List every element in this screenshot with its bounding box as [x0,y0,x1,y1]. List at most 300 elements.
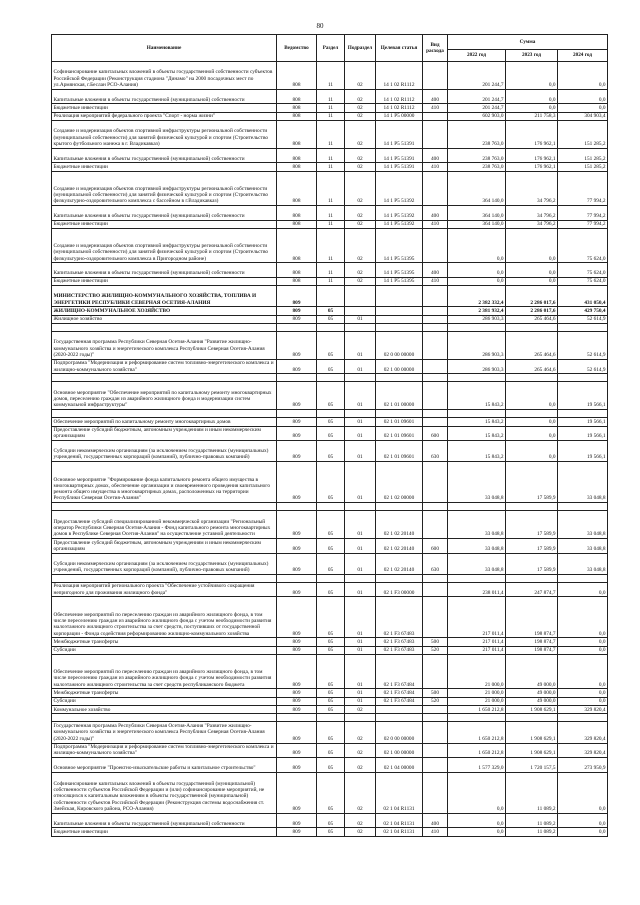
cell-2022: 238 763,0 [448,120,506,148]
cell-2022: 0,0 [448,813,506,828]
cell-2022: 0,0 [448,772,506,813]
table-row-spacer [52,324,608,332]
cell-razdel: 05 [317,582,345,597]
budget-table [51,34,608,837]
cell-2022 [448,374,506,382]
table-row [52,706,608,714]
cell-vedomstvo: 809 [277,418,317,426]
cell-vid-rashoda [423,62,448,90]
cell-2023: 11 089,2 [506,813,558,828]
cell-2023 [506,374,558,382]
cell-2024 [558,574,608,582]
cell-vedomstvo: 809 [277,332,317,360]
cell-vedomstvo: 809 [277,597,317,638]
header-razdel: Раздел [317,35,345,62]
cell-2024: 0,0 [558,828,608,836]
cell-2023: 49 000,0 [506,689,558,697]
cell-vedomstvo: 808 [277,228,317,262]
cell-razdel: 05 [317,743,345,758]
cell-2022: 364 140,0 [448,220,506,228]
cell-2023: 17 589,9 [506,539,558,554]
cell-2024: 329 820,4 [558,743,608,758]
cell-razdel: 05 [317,307,345,315]
cell-razdel: 05 [317,462,345,503]
cell-2024: 0,0 [558,638,608,646]
cell-razdel: 05 [317,722,345,743]
cell-2022: 21 000,0 [448,689,506,697]
cell-celevaya-statya: 02 1 02 00000 [376,462,423,503]
cell-celevaya-statya: 02 1 02 20140 [376,539,423,554]
cell-2024 [558,410,608,418]
cell-podrazdel: 02 [345,263,376,278]
cell-2022: 286 903,3 [448,315,506,323]
header-2023: 2023 год [506,50,558,62]
cell-2024 [558,324,608,332]
cell-vid-rashoda [423,503,448,511]
cell-vedomstvo [277,374,317,382]
table-row [52,582,608,597]
cell-2022: 2 381 932,4 [448,307,506,315]
cell-2022: 201 244,7 [448,104,506,112]
cell-celevaya-statya: 02 1 F3 67484 [376,697,423,705]
cell-2024: 0,0 [558,104,608,112]
cell-2022: 0,0 [448,828,506,836]
cell-razdel: 11 [317,277,345,285]
cell-vid-rashoda: 400 [423,89,448,104]
table-row [52,112,608,120]
cell-2023 [506,503,558,511]
cell-vid-rashoda [423,743,448,758]
cell-2024: 33 048,8 [558,462,608,503]
cell-name: Капитальные вложения в объекты государственной (муниципальной) собственности [52,263,277,278]
cell-2024: 0,0 [558,646,608,654]
cell-2022: 33 048,8 [448,539,506,554]
table-row [52,120,608,148]
cell-2023: 34 796,2 [506,171,558,205]
cell-2022: 1 650 212,8 [448,743,506,758]
cell-2023 [506,324,558,332]
cell-celevaya-statya: 02 1 02 20140 [376,553,423,574]
cell-name: Создание и модернизация объектов спортивной инфраструктуры региональной собственности (муниципальной собственности) для занятий физической культурой и спортом (Строительство крытого футбольного манежа в г. Владикавказ) [52,120,277,148]
cell-name: Межбюджетные трансферты [52,689,277,697]
cell-podrazdel: 02 [345,706,376,714]
cell-2023 [506,410,558,418]
cell-name [52,574,277,582]
cell-vid-rashoda [423,332,448,360]
cell-2023: 34 796,2 [506,206,558,221]
cell-name: Подпрограмма "Модернизация и реформирование систем топливно-энергетического комплекса и жилищно-коммунального хозяйства" [52,743,277,758]
cell-vid-rashoda: 410 [423,277,448,285]
table-row [52,89,608,104]
table-row [52,743,608,758]
cell-vedomstvo: 808 [277,206,317,221]
cell-razdel: 11 [317,62,345,90]
cell-2023: 176 962,1 [506,148,558,163]
cell-2022 [448,324,506,332]
cell-2023: 176 962,1 [506,163,558,171]
cell-podrazdel: 02 [345,112,376,120]
cell-razdel [317,503,345,511]
cell-celevaya-statya [376,574,423,582]
cell-2022: 1 650 212,8 [448,706,506,714]
table-row-spacer [52,574,608,582]
cell-celevaya-statya: 02 1 04 R1131 [376,813,423,828]
cell-celevaya-statya: 02 0 00 00000 [376,722,423,743]
cell-2024: 0,0 [558,582,608,597]
cell-2024: 431 050,4 [558,286,608,307]
cell-vedomstvo: 809 [277,689,317,697]
cell-vedomstvo: 808 [277,148,317,163]
cell-vid-rashoda [423,574,448,582]
cell-vedomstvo [277,574,317,582]
cell-2022: 33 048,8 [448,553,506,574]
cell-vedomstvo: 809 [277,743,317,758]
cell-celevaya-statya: 02 1 F3 67483 [376,597,423,638]
cell-vedomstvo: 808 [277,62,317,90]
table-row [52,553,608,574]
cell-vedomstvo: 809 [277,553,317,574]
cell-razdel: 05 [317,332,345,360]
cell-2024: 0,0 [558,813,608,828]
cell-razdel: 05 [317,511,345,539]
cell-vid-rashoda: 600 [423,426,448,441]
cell-2022: 364 140,0 [448,206,506,221]
cell-name [52,714,277,722]
cell-podrazdel: 01 [345,315,376,323]
cell-2024: 52 614,9 [558,332,608,360]
cell-2024: 0,0 [558,655,608,689]
cell-2022: 217 011,4 [448,597,506,638]
cell-celevaya-statya: 02 1 00 00000 [376,359,423,374]
cell-2023: 0,0 [506,418,558,426]
page-number: 80 [316,22,324,30]
cell-2022: 21 000,0 [448,655,506,689]
cell-name: Капитальные вложения в объекты государственной (муниципальной) собственности [52,206,277,221]
cell-razdel: 11 [317,148,345,163]
cell-vid-rashoda: 400 [423,263,448,278]
cell-name: Коммунальное хозяйство [52,706,277,714]
table-row [52,597,608,638]
table-row [52,722,608,743]
cell-podrazdel: 01 [345,539,376,554]
cell-celevaya-statya [376,374,423,382]
cell-razdel: 05 [317,539,345,554]
cell-celevaya-statya: 02 1 02 20140 [376,511,423,539]
cell-podrazdel: 01 [345,359,376,374]
cell-celevaya-statya: 14 1 P5 51395 [376,263,423,278]
cell-name [52,324,277,332]
cell-2022: 15 843,2 [448,382,506,410]
cell-celevaya-statya: 02 1 F3 00000 [376,582,423,597]
cell-2023: 0,0 [506,104,558,112]
cell-podrazdel: 01 [345,553,376,574]
cell-2023: 17 589,9 [506,462,558,503]
header-vedomstvo: Ведомство [277,35,317,62]
cell-name: МИНИСТЕРСТВО ЖИЛИЩНО-КОММУНАЛЬНОГО ХОЗЯЙСТВА, ТОПЛИВА И ЭНЕРГЕТИКИ РЕСПУБЛИКИ СЕВЕРНАЯ ОСЕТИЯ-АЛАНИЯ [52,286,277,307]
cell-2024: 151 285,2 [558,120,608,148]
cell-name: Реализация мероприятий федерального проекта "Спорт - норма жизни" [52,112,277,120]
cell-name: Государственная программа Республики Северная Осетия-Алания "Развитие жилищно-коммунального хозяйства и энергетического комплекса Республики Северная Осетия-Алания (2020-2022 годы)" [52,332,277,360]
cell-2024: 19 566,1 [558,426,608,441]
table-row [52,206,608,221]
cell-celevaya-statya [376,714,423,722]
cell-podrazdel: 01 [345,382,376,410]
cell-celevaya-statya: 02 1 04 00000 [376,758,423,773]
cell-razdel: 05 [317,441,345,462]
cell-vedomstvo: 809 [277,813,317,828]
cell-name: Бюджетные инвестиции [52,163,277,171]
cell-2024: 273 950,9 [558,758,608,773]
cell-vid-rashoda: 410 [423,104,448,112]
cell-podrazdel [345,374,376,382]
cell-podrazdel: 01 [345,462,376,503]
cell-name: Предоставление субсидий специализированной некоммерческой организации "Региональный оператор Республики Северная Осетия-Алания - Фонд капитального ремонта многоквартирных домов в Республике Северная Осетия-Алания" на осуществление уставной деятельности [52,511,277,539]
cell-2024: 304 903,4 [558,112,608,120]
cell-vedomstvo: 808 [277,104,317,112]
cell-vedomstvo: 809 [277,426,317,441]
cell-name: Капитальные вложения в объекты государственной (муниципальной) собственности [52,148,277,163]
cell-2023: 49 000,0 [506,697,558,705]
cell-vedomstvo: 809 [277,655,317,689]
cell-celevaya-statya: 02 1 F3 67484 [376,655,423,689]
cell-vid-rashoda [423,597,448,638]
cell-podrazdel [345,574,376,582]
cell-celevaya-statya: 02 1 00 00000 [376,743,423,758]
cell-vedomstvo: 809 [277,706,317,714]
cell-2022: 238 763,0 [448,163,506,171]
cell-2022: 21 000,0 [448,697,506,705]
cell-2024: 19 566,1 [558,418,608,426]
cell-2022: 33 048,8 [448,511,506,539]
cell-name: Предоставление субсидий бюджетным, автономным учреждениям и иным некоммерческим организациям [52,539,277,554]
table-row [52,758,608,773]
cell-razdel: 05 [317,706,345,714]
cell-razdel [317,574,345,582]
cell-podrazdel: 02 [345,758,376,773]
cell-2023: 1 720 157,5 [506,758,558,773]
cell-2023: 265 464,6 [506,359,558,374]
table-row [52,441,608,462]
cell-celevaya-statya: 14 1 P5 51391 [376,120,423,148]
cell-podrazdel: 02 [345,722,376,743]
cell-name: Бюджетные инвестиции [52,277,277,285]
cell-2022: 238 011,4 [448,582,506,597]
cell-podrazdel: 01 [345,646,376,654]
cell-vid-rashoda [423,772,448,813]
cell-vedomstvo: 809 [277,441,317,462]
header-vid-rashoda: Вид расхода [423,35,448,62]
cell-razdel: 05 [317,772,345,813]
cell-2024: 0,0 [558,597,608,638]
cell-vid-rashoda [423,410,448,418]
cell-2022 [448,503,506,511]
table-row [52,332,608,360]
cell-razdel: 11 [317,171,345,205]
cell-2023: 0,0 [506,382,558,410]
cell-razdel [317,286,345,307]
cell-podrazdel [345,714,376,722]
table-row [52,828,608,836]
cell-razdel: 05 [317,646,345,654]
cell-name: Софинансирование капитальных вложений в объекты государственной собственности субъектов Российской Федерации (Реконструкция стадиона "Динамо" на 2000 посадочных мест по ул.Армянская, г.Беслан РСО-Алания) [52,62,277,90]
cell-razdel: 05 [317,813,345,828]
cell-celevaya-statya: 14 1 02 R1112 [376,104,423,112]
cell-2023: 1 908 629,1 [506,706,558,714]
cell-celevaya-statya: 14 1 P5 00000 [376,112,423,120]
cell-vid-rashoda: 630 [423,441,448,462]
cell-2023: 0,0 [506,263,558,278]
cell-podrazdel: 01 [345,418,376,426]
table-row-spacer [52,503,608,511]
cell-vedomstvo: 808 [277,163,317,171]
cell-vid-rashoda [423,418,448,426]
cell-vedomstvo [277,410,317,418]
cell-2023: 1 908 629,1 [506,722,558,743]
cell-vid-rashoda: 630 [423,553,448,574]
cell-razdel: 05 [317,553,345,574]
cell-razdel: 05 [317,426,345,441]
cell-2022: 238 763,0 [448,148,506,163]
cell-name: Основное мероприятие "Проектно-изыскательские работы и капитальное строительство" [52,758,277,773]
cell-podrazdel [345,286,376,307]
cell-2022: 286 903,3 [448,359,506,374]
cell-celevaya-statya: 14 1 02 R1112 [376,89,423,104]
cell-podrazdel: 01 [345,511,376,539]
cell-name [52,410,277,418]
cell-razdel: 05 [317,697,345,705]
cell-podrazdel: 02 [345,228,376,262]
header-2022: 2022 год [448,50,506,62]
cell-vid-rashoda [423,714,448,722]
cell-name: Софинансирование капитальных вложений в объекты государственной (муниципальной) собственности субъектов Российской Федерации и (или) софинансирование мероприятий, не относящихся к капитальным вложениям в объекты государственной (муниципальной) собственности субъектов Российской Федерации (Реконструкция системы водоснабжения ст. Змейская, Кировского района, РСО-Алания) [52,772,277,813]
cell-2024: 0,0 [558,62,608,90]
cell-2024: 0,0 [558,89,608,104]
cell-2024: 75 624,0 [558,263,608,278]
cell-razdel: 05 [317,315,345,323]
table-row [52,148,608,163]
cell-vedomstvo: 808 [277,89,317,104]
cell-2022: 217 011,4 [448,638,506,646]
budget-table-body [52,62,608,837]
cell-podrazdel: 02 [345,220,376,228]
cell-2023: 176 962,1 [506,120,558,148]
cell-2023: 198 874,7 [506,638,558,646]
cell-razdel: 05 [317,828,345,836]
cell-2023: 2 286 017,6 [506,286,558,307]
cell-name: Жилищное хозяйство [52,315,277,323]
cell-2024: 75 624,0 [558,228,608,262]
cell-2023: 17 589,9 [506,553,558,574]
table-row [52,418,608,426]
cell-vid-rashoda: 500 [423,638,448,646]
cell-name: Создание и модернизация объектов спортивной инфраструктуры региональной собственности (муниципальной собственности) для занятий физической культурой и спортом (Строительство физкультурно-оздоровительного комплекса с бассейном в г.Владикавказ) [52,171,277,205]
cell-razdel: 11 [317,228,345,262]
cell-celevaya-statya: 02 1 01 09601 [376,441,423,462]
cell-2024 [558,503,608,511]
table-row [52,171,608,205]
table-row [52,104,608,112]
cell-name: Бюджетные инвестиции [52,828,277,836]
cell-2024: 429 750,4 [558,307,608,315]
cell-2023: 1 908 629,1 [506,743,558,758]
cell-name: Капитальные вложения в объекты государственной (муниципальной) собственности [52,813,277,828]
cell-2023: 49 000,0 [506,655,558,689]
cell-vedomstvo: 809 [277,286,317,307]
cell-name: Обеспечение мероприятий по капитальному ремонту многоквартирных домов [52,418,277,426]
cell-2024: 0,0 [558,689,608,697]
cell-razdel: 11 [317,163,345,171]
cell-2022: 2 382 332,4 [448,286,506,307]
cell-celevaya-statya: 02 1 01 00000 [376,382,423,410]
cell-celevaya-statya [376,307,423,315]
cell-2023: 265 464,6 [506,315,558,323]
cell-vedomstvo: 809 [277,646,317,654]
cell-razdel: 05 [317,655,345,689]
cell-name: Субсидии некоммерческим организациям (за исключением государственных (муниципальных) учреждений, государственных корпораций (компаний), публично-правовых компаний) [52,553,277,574]
cell-celevaya-statya [376,286,423,307]
cell-podrazdel: 02 [345,743,376,758]
cell-vedomstvo: 809 [277,772,317,813]
cell-celevaya-statya: 02 1 04 R1131 [376,772,423,813]
table-row [52,655,608,689]
cell-name [52,503,277,511]
cell-celevaya-statya: 02 1 01 09601 [376,418,423,426]
cell-2022: 0,0 [448,277,506,285]
cell-vid-rashoda [423,359,448,374]
table-row-spacer [52,714,608,722]
cell-2023: 0,0 [506,89,558,104]
cell-2022: 364 140,0 [448,171,506,205]
cell-razdel [317,714,345,722]
cell-podrazdel: 01 [345,638,376,646]
table-row [52,772,608,813]
table-row [52,426,608,441]
cell-2023: 11 089,2 [506,828,558,836]
cell-vid-rashoda [423,315,448,323]
cell-2023: 198 874,7 [506,646,558,654]
cell-name: Основное мероприятие "Формирование фонда капитального ремонта общего имущества в многоквартирных домах, обеспечение организации и своевременного проведения капитального ремонта общего имущества в многоквартирных домах, расположенных на территории Республики Северная Осетия-Алания" [52,462,277,503]
cell-celevaya-statya: 02 1 01 09601 [376,426,423,441]
cell-vedomstvo: 808 [277,112,317,120]
cell-vid-rashoda [423,286,448,307]
cell-2024: 19 566,1 [558,441,608,462]
cell-2024: 33 048,8 [558,511,608,539]
cell-celevaya-statya: 14 1 P5 51392 [376,206,423,221]
cell-celevaya-statya: 14 1 P5 51391 [376,148,423,163]
cell-2022: 1 650 212,8 [448,722,506,743]
cell-vedomstvo: 808 [277,220,317,228]
cell-name: Субсидии [52,646,277,654]
cell-2024 [558,714,608,722]
cell-2024: 19 566,1 [558,382,608,410]
cell-vedomstvo: 808 [277,263,317,278]
cell-vedomstvo: 809 [277,697,317,705]
cell-name: Субсидии некоммерческим организациям (за исключением государственных (муниципальных) учреждений, государственных корпораций (компаний), публично-правовых компаний) [52,441,277,462]
cell-podrazdel: 02 [345,120,376,148]
cell-vid-rashoda [423,374,448,382]
cell-razdel: 05 [317,597,345,638]
cell-celevaya-statya [376,410,423,418]
cell-name: Создание и модернизация объектов спортивной инфраструктуры региональной собственности (муниципальной собственности) для занятий физической культурой и спортом (Строительство физкультурно-оздоровительного комплекса в Пригородном районе) [52,228,277,262]
cell-podrazdel [345,307,376,315]
cell-2024: 0,0 [558,772,608,813]
cell-razdel [317,324,345,332]
cell-celevaya-statya [376,706,423,714]
cell-vid-rashoda [423,758,448,773]
cell-podrazdel: 02 [345,171,376,205]
cell-2023: 0,0 [506,62,558,90]
table-row [52,359,608,374]
